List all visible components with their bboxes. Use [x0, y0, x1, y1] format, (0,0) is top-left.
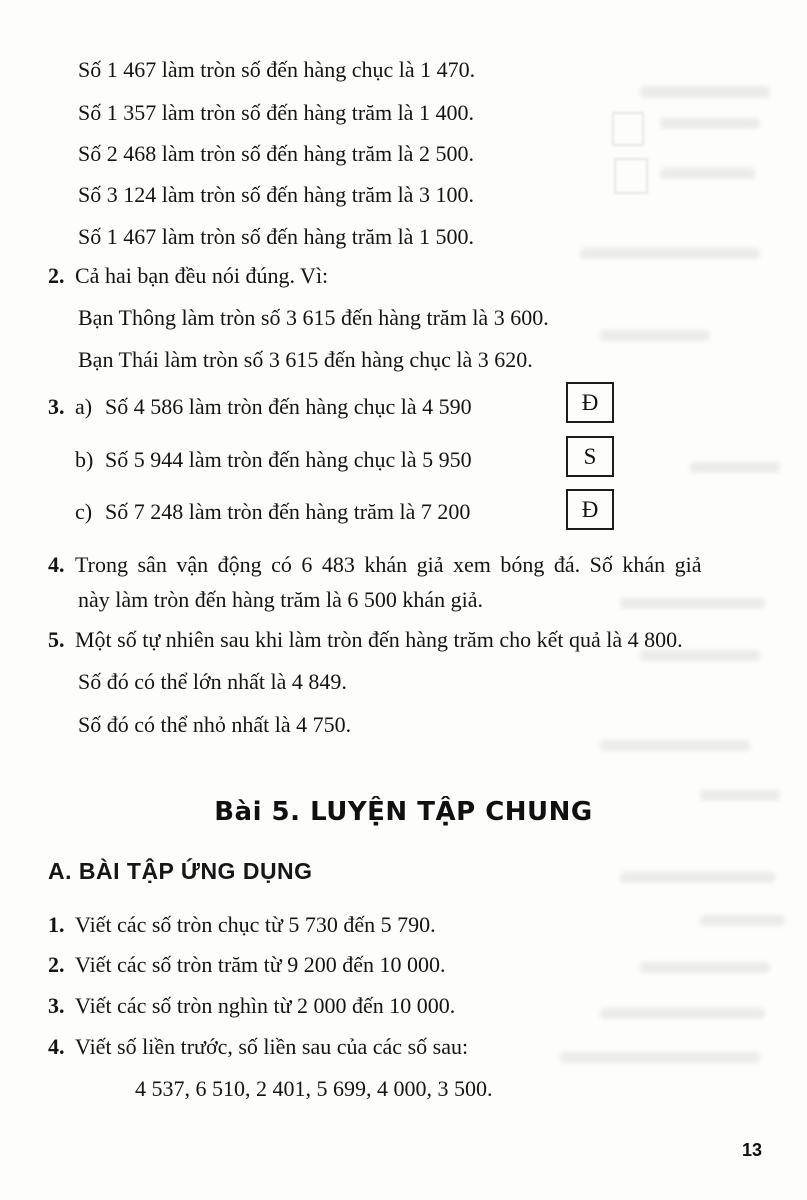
solution-text: Số 7 248 làm tròn đến hàng trăm là 7 200: [105, 499, 471, 524]
item-number: 4.: [48, 552, 65, 577]
exercise-text: Viết các số tròn chục từ 5 730 đến 5 790.: [75, 912, 436, 937]
answer-box: [566, 489, 614, 530]
bleedthrough-smudge: [600, 740, 750, 751]
bleedthrough-smudge: [660, 118, 760, 129]
item-number: 3.: [48, 394, 65, 419]
bleedthrough-box: [614, 158, 648, 194]
bleedthrough-smudge: [640, 962, 770, 973]
solution-item-4: [48, 550, 702, 580]
answer-box: [566, 382, 614, 423]
answer-letter: S: [583, 443, 597, 469]
exercise-text: Viết số liền trước, số liền sau của các số sau:: [75, 1034, 469, 1059]
lesson-title: Bài 5. LUYỆN TẬP CHUNG: [214, 797, 593, 827]
solution-line: Số 2 468 làm tròn số đến hàng trăm là 2 500.: [78, 141, 474, 166]
solution-line: này làm tròn đến hàng trăm là 6 500 khán giả.: [78, 587, 484, 612]
item-number: 4.: [48, 1034, 65, 1059]
bleedthrough-smudge: [600, 1008, 765, 1019]
exercise-item-4: [48, 1032, 468, 1062]
item-number: 3.: [48, 993, 65, 1018]
bleedthrough-smudge: [580, 248, 760, 259]
item-number: 5.: [48, 627, 65, 652]
section-a-heading: A. BÀI TẬP ỨNG DỤNG: [48, 858, 313, 884]
answer-box: [566, 436, 614, 477]
solution-item-3b: [75, 445, 472, 475]
solution-item-3a: [48, 392, 472, 422]
bleedthrough-smudge: [700, 915, 785, 926]
item-number: 1.: [48, 912, 65, 937]
solution-line: Số 1 467 làm tròn số đến hàng trăm là 1 500.: [78, 224, 474, 249]
solution-line: Số 1 467 làm tròn số đến hàng chục là 1 470.: [78, 57, 476, 82]
solution-text: Trong sân vận động có 6 483 khán giả xem bóng đá. Số khán giả: [75, 552, 702, 577]
solution-line: Số đó có thể nhỏ nhất là 4 750.: [78, 712, 352, 737]
exercise-text: Viết các số tròn nghìn từ 2 000 đến 10 000.: [75, 993, 456, 1018]
item-number: 2.: [48, 952, 65, 977]
bleedthrough-smudge: [560, 1052, 760, 1063]
solution-text: Cả hai bạn đều nói đúng. Vì:: [75, 263, 329, 288]
exercise-item-1: [48, 910, 436, 940]
solution-line: Số đó có thể lớn nhất là 4 849.: [78, 669, 347, 694]
solution-item-3c: [75, 497, 470, 527]
bleedthrough-smudge: [690, 462, 780, 473]
solution-line: Số 3 124 làm tròn số đến hàng trăm là 3 100.: [78, 182, 474, 207]
item-number: 2.: [48, 263, 65, 288]
exercise-item-3: [48, 991, 455, 1021]
solution-text: Một số tự nhiên sau khi làm tròn đến hàng trăm cho kết quả là 4 800.: [75, 627, 683, 652]
answer-letter: Đ: [581, 389, 599, 415]
solution-item-2: [48, 261, 328, 291]
solution-line: Số 1 357 làm tròn số đến hàng trăm là 1 400.: [78, 100, 474, 125]
solution-text: Số 5 944 làm tròn đến hàng chục là 5 950: [105, 447, 472, 472]
answer-letter: Đ: [581, 496, 599, 522]
solution-line: Bạn Thông làm tròn số 3 615 đến hàng trăm là 3 600.: [78, 305, 549, 330]
bleedthrough-smudge: [620, 872, 775, 883]
part-label: b): [75, 447, 94, 472]
bleedthrough-smudge: [620, 598, 765, 609]
bleedthrough-smudge: [600, 330, 710, 341]
exercise-item-2: [48, 950, 445, 980]
exercise-4-number-list: 4 537, 6 510, 2 401, 5 699, 4 000, 3 500.: [135, 1076, 493, 1101]
exercise-text: Viết các số tròn trăm từ 9 200 đến 10 000.: [75, 952, 446, 977]
page-number: 13: [742, 1140, 763, 1160]
part-label: a): [75, 394, 93, 419]
bleedthrough-smudge: [640, 86, 770, 98]
solution-text: Số 4 586 làm tròn đến hàng chục là 4 590: [105, 394, 472, 419]
bleedthrough-smudge: [660, 168, 755, 179]
solution-item-5: [48, 625, 683, 655]
bleedthrough-box: [612, 112, 644, 146]
part-label: c): [75, 499, 93, 524]
solution-line: Bạn Thái làm tròn số 3 615 đến hàng chục là 3 620.: [78, 347, 533, 372]
